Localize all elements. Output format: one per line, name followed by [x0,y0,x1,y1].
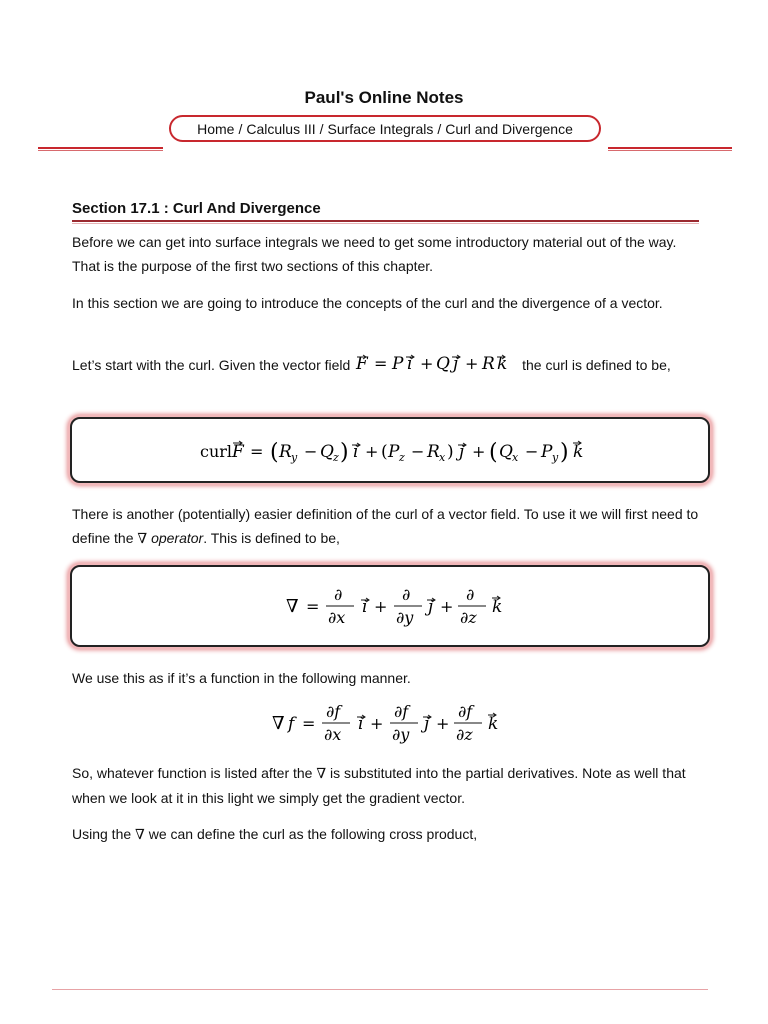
cross-product-text: Using the [72,826,132,842]
breadcrumb-home[interactable]: Home [197,120,235,137]
gradient-formula [270,698,530,756]
paragraph-cross-product [72,822,700,847]
svg-text:=: = [306,597,320,616]
svg-text:+: + [465,354,479,373]
svg-text:P: P [388,442,400,462]
operator-term: operator [151,530,204,546]
svg-text:Q: Q [499,442,513,462]
svg-text:+: + [365,442,379,461]
svg-text:(: ( [381,442,388,462]
svg-text:+: + [472,442,486,461]
svg-text:y: y [291,451,298,464]
svg-text:−: − [304,442,318,461]
svg-text:x: x [512,451,519,464]
nabla-definition-formula [72,567,708,645]
svg-text:=: = [374,354,388,373]
svg-text:+: + [440,597,454,616]
breadcrumb-curl-and-divergence[interactable]: Curl and Divergence [445,120,573,137]
curl-start-text-end: the curl is defined to be, [522,357,671,373]
svg-text:z: z [333,451,339,464]
breadcrumb-surface-integrals[interactable]: Surface Integrals [327,120,434,137]
nabla-symbol: ∇ [316,766,327,782]
svg-text:j: j [424,714,430,734]
svg-text:∂x: ∂x [328,608,346,627]
svg-text:f: f [288,714,295,734]
svg-text:∂f: ∂f [458,702,473,721]
svg-text:∂z: ∂z [456,725,473,744]
svg-text:+: + [370,714,384,733]
svg-text:): ) [340,440,349,465]
svg-text:k: k [573,442,584,462]
svg-text:−: − [411,442,425,461]
svg-text:∂: ∂ [466,585,475,604]
paragraph-usage: We use this as if it’s a function in the following manner. [72,670,411,686]
svg-text:z: z [399,451,405,464]
substitution-text: So, whatever function is listed after the [72,765,313,781]
svg-text:∂y: ∂y [392,725,410,744]
section-title-rule [72,220,699,222]
svg-text:i: i [358,714,364,734]
nabla-intro-text-end: . This is defined to be, [203,530,340,546]
paragraph-intro: Before we can get into surface integrals we need to get some introductory material out of the way. That is the purpose of the first two sections of this chapter. [72,234,677,274]
svg-text:y: y [552,451,559,464]
svg-text:=: = [250,442,264,461]
svg-text:k: k [492,597,503,617]
svg-text:P: P [392,354,404,374]
header-rule-right-2 [608,150,732,151]
section-title-rule-shadow [72,223,699,224]
svg-text:i: i [353,442,359,462]
svg-text:i: i [362,597,368,617]
svg-text:k: k [497,354,508,374]
nabla-definition-box [70,565,710,647]
vector-field-formula [354,353,518,375]
header-rule-right [608,147,732,149]
paragraph-curl-start [72,353,700,377]
svg-text:curl: curl [200,442,233,461]
svg-text:j: j [453,354,459,374]
breadcrumb [169,115,601,142]
svg-text:∂y: ∂y [396,608,414,627]
curl-definition-box [70,417,710,483]
nabla-intro-text: There is another (potentially) easier definition of the curl of a vector field. To use it we will first need to define the [72,506,699,546]
svg-text:∂: ∂ [402,585,411,604]
nabla-symbol: ∇ [137,531,148,547]
svg-text:R: R [427,442,440,462]
header-rule-left [38,147,163,149]
site-title: Paul's Online Notes [304,88,464,107]
svg-text:∂x: ∂x [324,725,342,744]
svg-text:∂f: ∂f [326,702,341,721]
svg-text:(: ( [270,440,279,465]
svg-text:x: x [439,451,446,464]
svg-text:∇: ∇ [286,596,299,617]
cross-product-text-end: we can define the curl as the following cross product, [148,826,478,842]
svg-text:=: = [302,714,316,733]
svg-text:i: i [407,354,413,374]
svg-text:F: F [356,354,368,374]
svg-text:Q: Q [436,354,451,374]
svg-text:(: ( [489,440,498,465]
breadcrumb-separator: / [238,120,243,137]
breadcrumb-separator: / [319,120,324,137]
paragraph-substitution [72,761,700,810]
curl-start-text: Let’s start with the curl. Given the vector field [72,357,351,373]
svg-text:R: R [482,354,496,374]
breadcrumb-calculus-iii[interactable]: Calculus III [246,120,316,137]
section-title: Section 17.1 : Curl And Divergence [72,200,321,217]
svg-text:−: − [525,442,539,461]
header-rule-left-2 [38,150,163,151]
svg-text:∂f: ∂f [394,702,409,721]
svg-text:R: R [279,442,292,462]
svg-text:j: j [459,442,465,462]
curl-definition-formula [72,419,708,481]
svg-text:): ) [560,440,569,465]
svg-text:): ) [447,442,454,462]
svg-text:k: k [488,714,499,734]
substitution-text-end: is substituted into the partial derivatives. Note as well that when we look at it in this light we simply get the gradient vector. [72,765,686,806]
svg-text:j: j [428,597,434,617]
svg-text:∇: ∇ [272,713,285,734]
paragraph-nabla-intro [72,502,700,551]
svg-text:F: F [232,442,244,462]
svg-text:+: + [436,714,450,733]
svg-text:∂z: ∂z [460,608,477,627]
footer-rule [52,989,708,990]
nabla-symbol: ∇ [135,827,145,843]
svg-text:+: + [420,354,434,373]
svg-text:+: + [374,597,388,616]
svg-text:P: P [541,442,553,462]
breadcrumb-separator: / [437,120,442,137]
paragraph-concepts: In this section we are going to introduce the concepts of the curl and the divergence of a vector. [72,295,663,311]
svg-text:∂: ∂ [334,585,343,604]
svg-text:Q: Q [320,442,334,462]
